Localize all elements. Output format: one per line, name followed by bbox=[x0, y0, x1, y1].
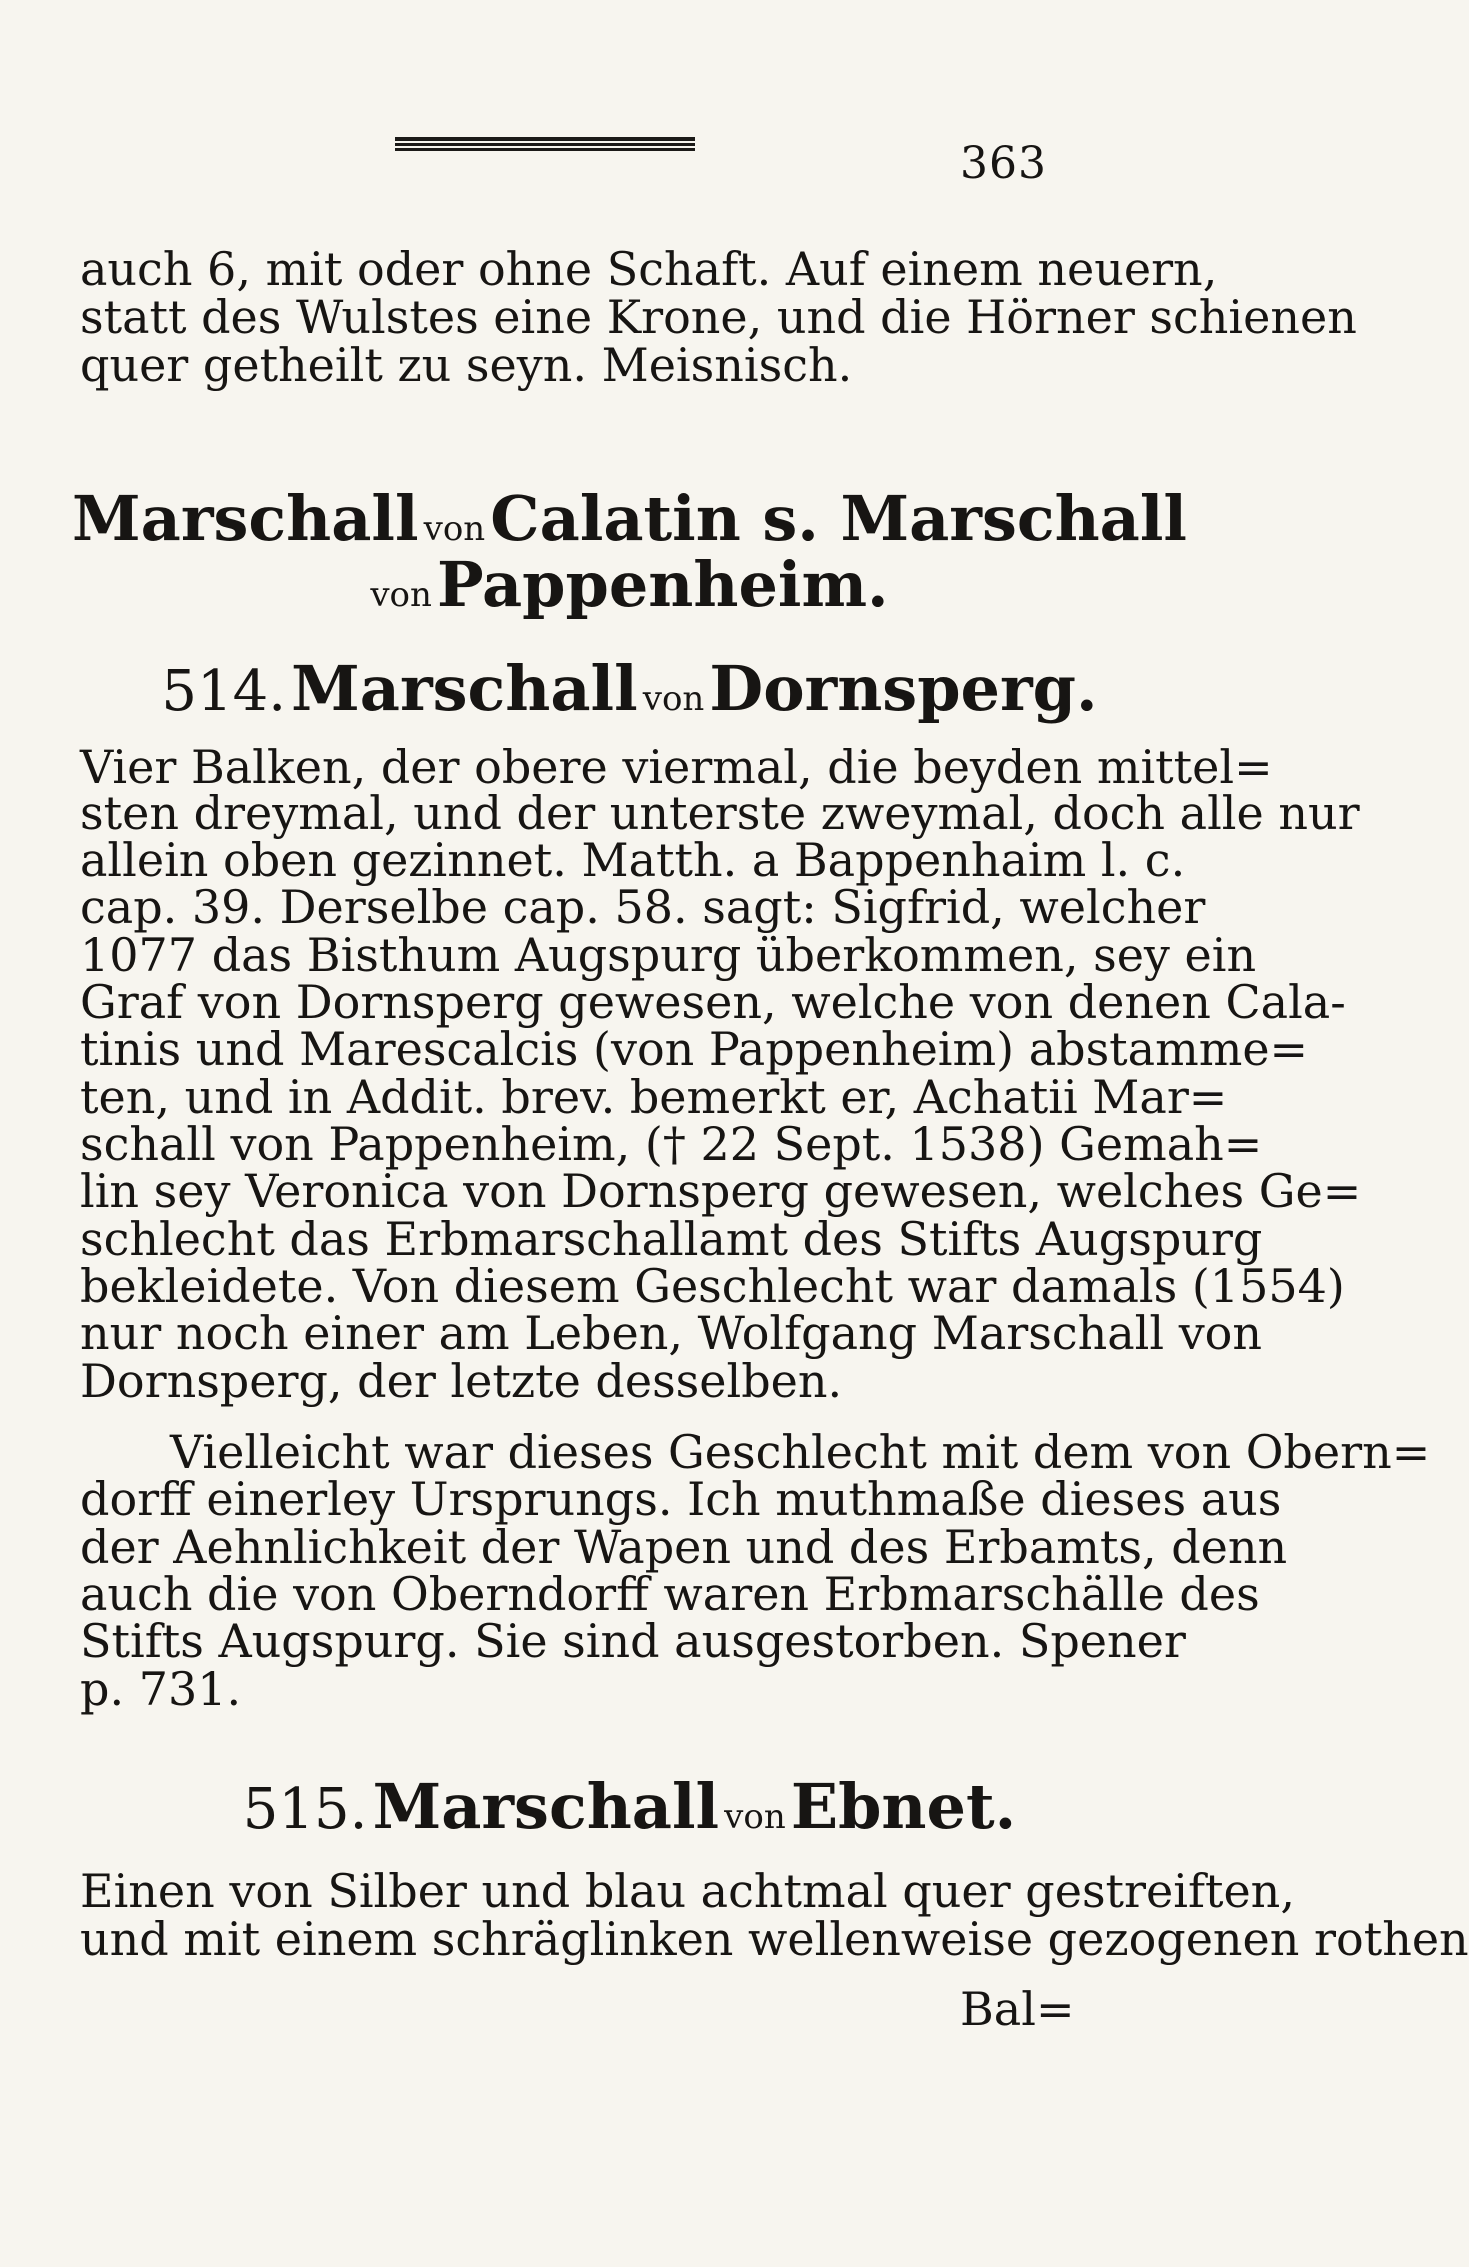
text-line: ten, und in Addit. brev. bemerkt er, Achatii Mar= bbox=[80, 1070, 1228, 1124]
heading-word: von bbox=[370, 575, 432, 615]
heading-word: Marschall bbox=[372, 1770, 720, 1843]
heading-word: Ebnet. bbox=[790, 1770, 1017, 1843]
text-line: auch 6, mit oder ohne Schaft. Auf einem neuern, bbox=[80, 242, 1218, 296]
heading-word: Dornsperg. bbox=[709, 652, 1098, 725]
text-line: der Aehnlichkeit der Wapen und des Erbamts, denn bbox=[80, 1520, 1288, 1574]
section-heading-514 bbox=[0, 652, 1259, 725]
text-line: Einen von Silber und blau achtmal quer gestreiften, bbox=[80, 1864, 1295, 1918]
text-line: bekleidete. Von diesem Geschlecht war damals (1554) bbox=[80, 1259, 1345, 1313]
text-line: tinis und Marescalcis (von Pappenheim) abstamme= bbox=[80, 1022, 1309, 1076]
text-line: auch die von Oberndorff waren Erbmarschälle des bbox=[80, 1567, 1260, 1621]
text-line: und mit einem schräglinken wellenweise gezogenen rothen bbox=[80, 1912, 1469, 1966]
header-rule bbox=[395, 136, 695, 152]
section-number: 514. bbox=[161, 659, 287, 724]
text-line: allein oben gezinnet. Matth. a Bappenhaim l. c. bbox=[80, 833, 1186, 887]
text-line: schlecht das Erbmarschallamt des Stifts Augspurg bbox=[80, 1212, 1263, 1266]
text-line: statt des Wulstes eine Krone, und die Hörner schienen bbox=[80, 290, 1357, 344]
text-line: dorff einerley Ursprungs. Ich muthmaße dieses aus bbox=[80, 1472, 1282, 1526]
section-number: 515. bbox=[242, 1777, 368, 1842]
section-heading-515 bbox=[0, 1770, 1259, 1843]
section-heading bbox=[0, 482, 1259, 555]
heading-word: Marschall bbox=[291, 652, 638, 725]
text-line: cap. 39. Derselbe cap. 58. sagt: Sigfrid, welcher bbox=[80, 880, 1206, 934]
heading-word: Calatin s. Marschall bbox=[490, 482, 1187, 555]
text-line: Vielleicht war dieses Geschlecht mit dem von Obern= bbox=[170, 1425, 1431, 1479]
text-line: schall von Pappenheim, († 22 Sept. 1538) Gemah= bbox=[80, 1117, 1263, 1171]
text-line: quer getheilt zu seyn. Meisnisch. bbox=[80, 338, 853, 392]
text-line: Vier Balken, der obere viermal, die beyden mittel= bbox=[80, 740, 1273, 794]
section-heading bbox=[0, 548, 1259, 621]
text-line: p. 731. bbox=[80, 1662, 242, 1716]
text-line: nur noch einer am Leben, Wolfgang Marschall von bbox=[80, 1306, 1263, 1360]
heading-word: Pappenheim. bbox=[437, 548, 889, 621]
heading-word: von bbox=[423, 509, 486, 549]
heading-word: Marschall bbox=[72, 482, 419, 555]
text-line: Graf von Dornsperg gewesen, welche von denen Cala- bbox=[80, 975, 1346, 1029]
heading-word: von bbox=[642, 679, 705, 719]
catchword: Bal= bbox=[960, 1982, 1075, 2036]
page-number: 363 bbox=[960, 138, 1047, 189]
text-line: Stifts Augspurg. Sie sind ausgestorben. Spener bbox=[80, 1614, 1186, 1668]
text-line: sten dreymal, und der unterste zweymal, doch alle nur bbox=[80, 786, 1360, 840]
heading-word: von bbox=[724, 1797, 786, 1837]
text-line: Dornsperg, der letzte desselben. bbox=[80, 1354, 843, 1408]
text-line: lin sey Veronica von Dornsperg gewesen, welches Ge= bbox=[80, 1164, 1362, 1218]
text-line: 1077 das Bisthum Augspurg überkommen, sey ein bbox=[80, 928, 1257, 982]
